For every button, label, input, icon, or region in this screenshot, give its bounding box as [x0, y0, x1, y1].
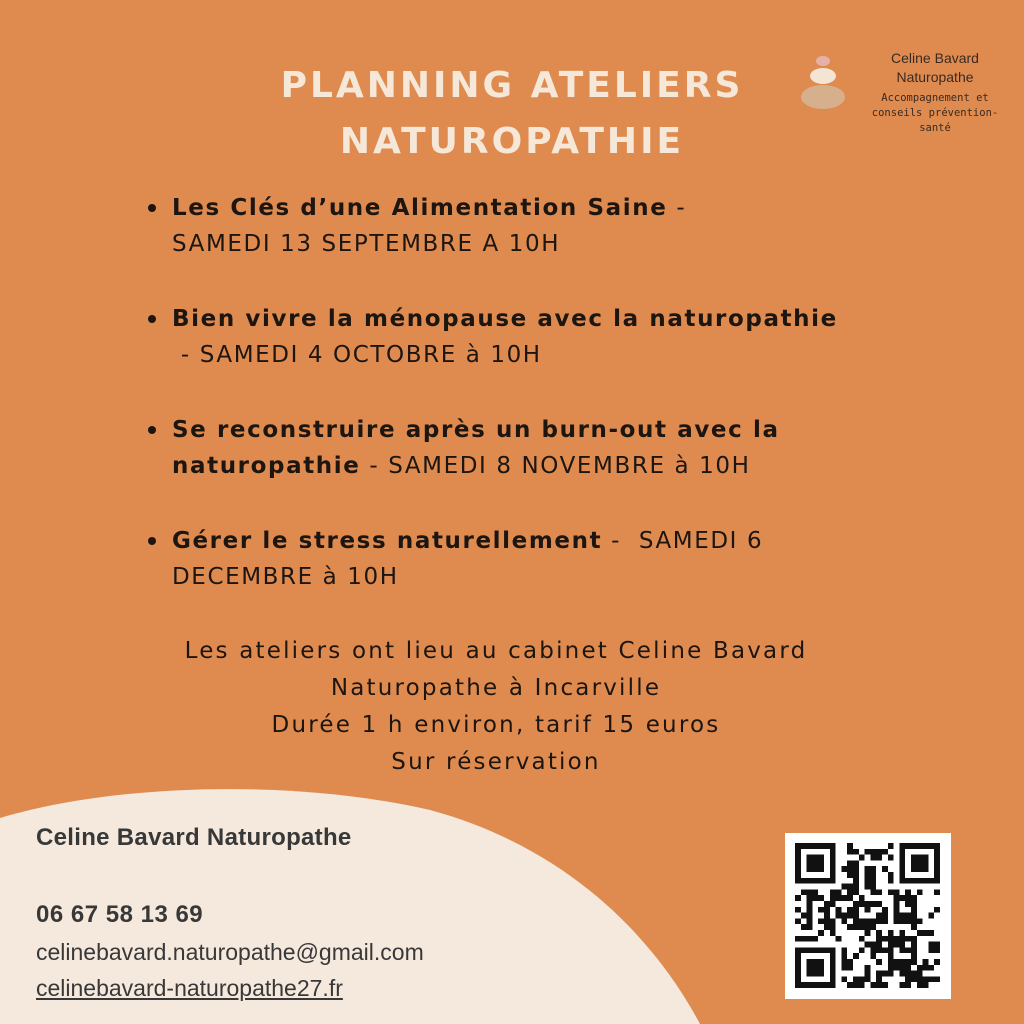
contact-name: Celine Bavard Naturopathe [36, 824, 352, 851]
info-line-3: Durée 1 h environ, tarif 15 euros [271, 712, 721, 738]
workshop-item [142, 412, 902, 484]
page-title [200, 58, 824, 170]
info-line-2: Naturopathe à Incarville [330, 675, 662, 701]
workshop-separator: - [602, 528, 639, 554]
logo-tagline [852, 91, 1018, 136]
qr-code-icon[interactable] [785, 833, 951, 999]
logo-tagline-line-1: Accompagnement et [881, 92, 989, 104]
workshop-name: Bien vivre la ménopause avec la naturopathie [172, 306, 838, 332]
workshop-name: Les Clés d’une Alimentation Saine [172, 195, 668, 221]
brand-logo [790, 45, 1020, 145]
workshop-separator: - [667, 195, 696, 221]
stacked-stones-icon [798, 51, 848, 113]
qr-code-graphic [785, 833, 951, 999]
workshop-date: SAMEDI 6 DECEMBRE à 10H [172, 528, 764, 590]
workshop-name: Gérer le stress naturellement [172, 528, 603, 554]
contact-block [36, 818, 596, 1006]
contact-phone[interactable]: 06 67 58 13 69 [36, 901, 204, 928]
workshop-date: SAMEDI 4 OCTOBRE à 10H [199, 342, 542, 368]
logo-tagline-line-3: santé [919, 122, 951, 134]
workshop-item [142, 190, 902, 262]
workshop-date: SAMEDI 8 NOVEMBRE à 10H [388, 453, 751, 479]
logo-tagline-line-2: conseils prévention- [871, 107, 999, 119]
workshop-separator: - [172, 342, 200, 368]
info-line-1: Les ateliers ont lieu au cabinet Celine Bavard [184, 638, 808, 664]
workshop-info [96, 633, 896, 781]
workshop-separator: - [360, 453, 389, 479]
website-link[interactable]: celinebavard-naturopathe27.fr [36, 975, 343, 1001]
logo-name-line-2: Naturopathe [896, 69, 974, 85]
workshop-name: Se reconstruire après un burn-out avec la naturopathie [172, 417, 780, 479]
workshop-list [142, 190, 902, 634]
workshop-item [142, 523, 902, 595]
contact-email[interactable]: celinebavard.naturopathe@gmail.com [36, 939, 424, 965]
title-line-1: PLANNING ATELIERS [280, 65, 744, 106]
title-line-2: NATUROPATHIE [339, 121, 685, 162]
info-line-4: Sur réservation [391, 749, 601, 775]
logo-brand-name [852, 49, 1018, 87]
workshop-item [142, 301, 902, 373]
logo-name-line-1: Celine Bavard [891, 50, 979, 66]
workshop-date: SAMEDI 13 SEPTEMBRE A 10H [172, 231, 561, 257]
